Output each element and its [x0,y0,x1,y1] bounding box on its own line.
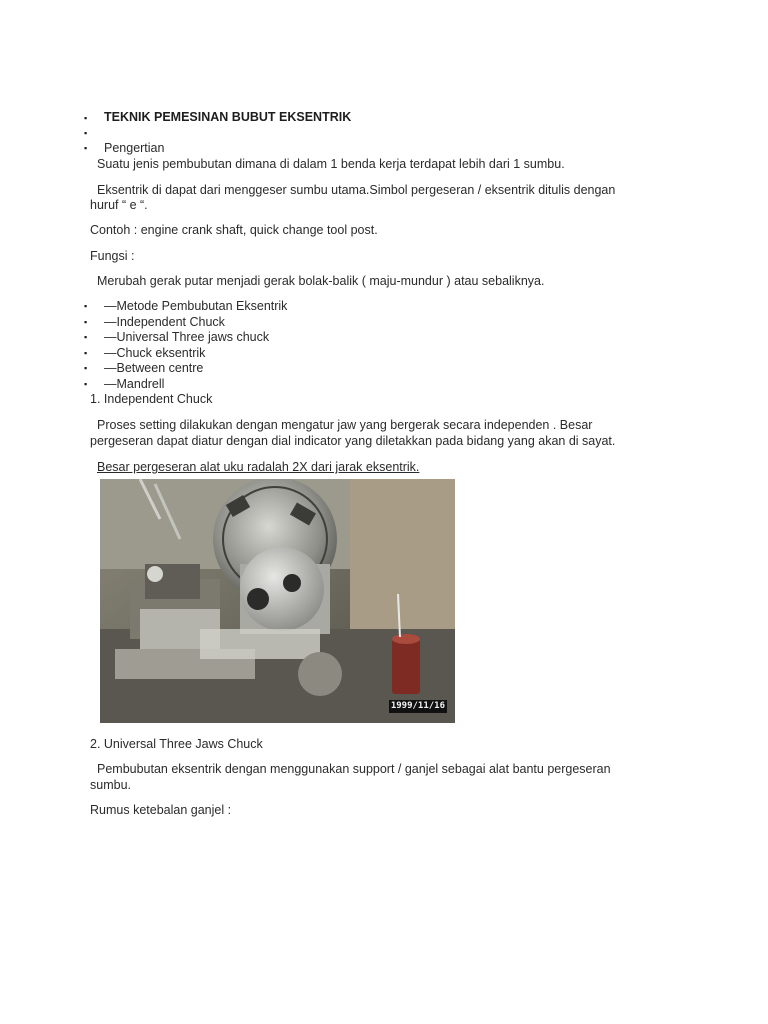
bullet-marker: ▪ [84,363,88,373]
list-item: —Independent Chuck [104,315,225,329]
lathe-photo [100,479,455,723]
bullet-marker: ▪ [84,332,88,342]
paragraph-support-line2: sumbu. [90,778,131,792]
paragraph-contoh: Contoh : engine crank shaft, quick change tool post. [90,223,378,237]
bullet-marker: ▪ [84,317,88,327]
paragraph-fungsi: Merubah gerak putar menjadi gerak bolak-balik ( maju-mundur ) atau sebaliknya. [97,274,545,288]
bullet-marker: ▪ [84,379,88,389]
rumus-label: Rumus ketebalan ganjel : [90,803,232,817]
document-title: TEKNIK PEMESINAN BUBUT EKSENTRIK [104,110,352,124]
list-item: —Universal Three jaws chuck [104,330,270,344]
list-item: —Mandrell [104,377,165,391]
photo-datestamp: 1999/11/16 [390,701,445,711]
paragraph-setting-line2: pergeseran dapat diatur dengan dial indicator yang diletakkan pada bidang yang akan di sayat. [90,434,616,448]
section-heading-three-jaws-chuck: 2. Universal Three Jaws Chuck [90,737,263,751]
paragraph-setting-line1: Proses setting dilakukan dengan mengatur jaw yang bergerak secara independen . Besar [97,418,593,432]
bullet-marker: ▪ [84,128,88,138]
underlined-note: Besar pergeseran alat uku radalah 2X dari jarak eksentrik. [97,460,420,474]
section-heading-independent-chuck: 1. Independent Chuck [90,392,213,406]
paragraph-support-line1: Pembubutan eksentrik dengan menggunakan support / ganjel sebagai alat bantu pergeseran [97,762,611,776]
pengertian-heading: Pengertian [104,141,165,155]
fungsi-label: Fungsi : [90,249,135,263]
list-item: —Chuck eksentrik [104,346,206,360]
bullet-marker: ▪ [84,143,88,153]
bullet-marker: ▪ [84,348,88,358]
bullet-marker: ▪ [84,301,88,311]
lathe-illustration [100,479,455,723]
list-item: —Metode Pembubutan Eksentrik [104,299,288,313]
bullet-marker: ▪ [84,113,88,123]
paragraph-eksentrik-line2: huruf “ e “. [90,198,148,212]
paragraph-definition: Suatu jenis pembubutan dimana di dalam 1 benda kerja terdapat lebih dari 1 sumbu. [97,157,565,171]
paragraph-eksentrik-line1: Eksentrik di dapat dari menggeser sumbu utama.Simbol pergeseran / eksentrik ditulis dengan [97,183,616,197]
list-item: —Between centre [104,361,204,375]
